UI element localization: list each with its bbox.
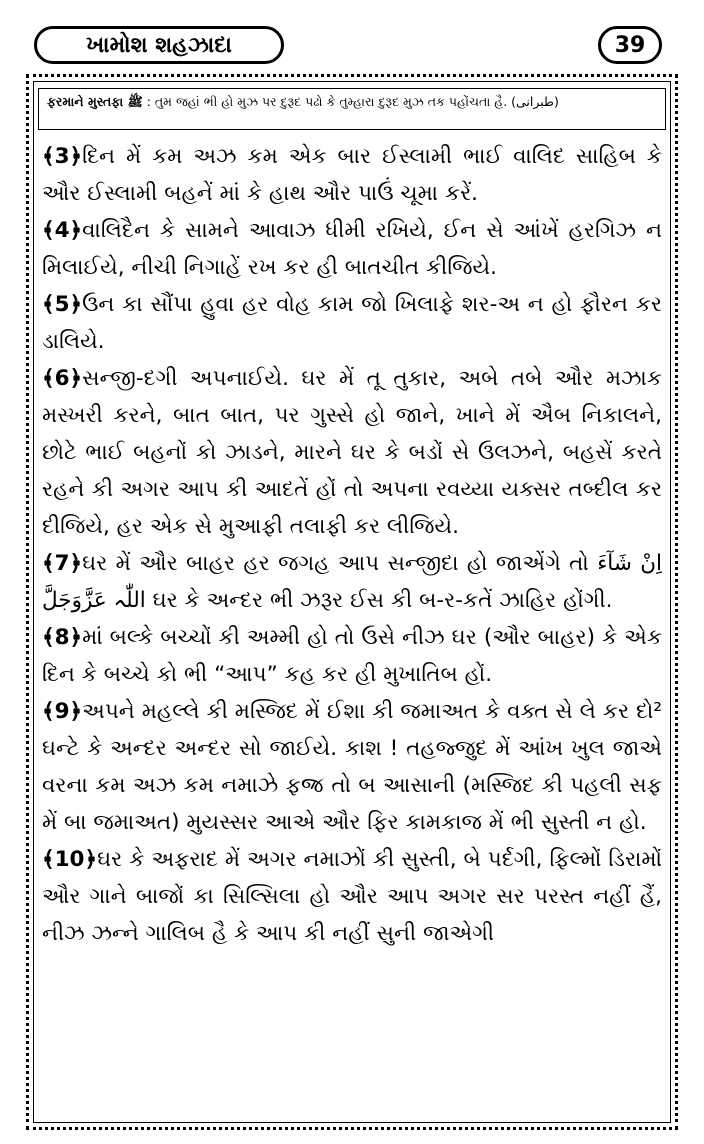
item-text: માં બલ્કે બચ્ચોં કી અમ્મી હો તો ઉસે નીઝ ઘર (ઔર બાહર) કે એક દિન કે બચ્ચે કો ભી “આપ” કહ કર હી મુખાતિબ હોં. — [42, 625, 662, 687]
item-text: વાલિદૈન કે સામને આવાઝ ધીમી રખિયે, ઈન સે આંખેં હરગિઝ ન મિલાઈયે, નીચી નિગાહેં રખ કર હી બાતચીત કીજિયે. — [42, 218, 662, 280]
item-number: ﴾8﴿ — [42, 625, 83, 650]
main-content — [42, 138, 662, 1116]
page-frame-inner — [33, 81, 671, 1123]
item-number: ﴾4﴿ — [42, 218, 83, 243]
hadith-text: : તુમ જહાં ભી હો મુઝ પર દુરૂદ પઢો કે તુમ્હારા દુરૂદ મુઝ તક પહોંચતા હૈ. (طبرانی) — [146, 94, 559, 109]
item-number: ﴾3﴿ — [42, 144, 83, 169]
item-text: દિન મેં કમ અઝ કમ એક બાર ઈસ્લામી ભાઈ વાલિદ સાહિબ કે ઔર ઈસ્લામી બહનેં માં કે હાથ ઔર પાઉં ચૂમા કરેં. — [42, 144, 662, 206]
item-text: ઉન કા સૌંપા હુવા હર વોહ કામ જો ખિલાફે શર-અ ન હો ફૌરન કર ડાલિયે. — [42, 292, 662, 354]
list-item — [42, 360, 662, 545]
item-text: અપને મહલ્લે કી મસ્જિદ મેં ઈશા કી જમાઅત કે વક્ત સે લે કર દો² ઘન્ટે કે અન્દર અન્દર સો જાઈયે. કાશ ! તહજ્જુદ મેં આંખ ખુલ જાએ વરના કમ અઝ કમ નમાઝે ફજ્ર તો બ આસાની (મસ્જિદ કી પહલી સફ મેં બા જમાઅત) મુયસ્સર આએ ઔર ફિર કામકાજ મેં ભી સુસ્તી ન હો. — [42, 699, 662, 835]
item-text: ઘર કે અફરાદ મેં અગર નમાઝોં કી સુસ્તી, બે પર્દગી, ફિલ્મોં ડિરામોં ઔર ગાને બાજોં કા સિલ્સિલા હો ઔર આપ અગર સર પરસ્ત નહીં હૈં, નીઝ ઝન્ને ગાલિબ હૈ કે આપ કી નહીં સુની જાએગી — [42, 847, 662, 946]
list-item — [42, 138, 662, 212]
item-text: ઘર મેં ઔર બાહર હર જગહ આપ સન્જીદા હો જાએંગે તો اِنْ شَآءَ اللّٰہ عَزَّوَجَلَّ ઘર કે અન્દર ભી ઝરૂર ઈસ કી બ-ર-કતેં ઝાહિર હોંગી. — [42, 551, 662, 613]
hadith-box — [38, 88, 666, 130]
page-header — [26, 20, 670, 72]
item-number: ﴾6﴿ — [42, 366, 83, 391]
page-number: 39 — [598, 26, 662, 64]
item-number: ﴾10﴿ — [42, 847, 98, 872]
item-number: ﴾9﴿ — [42, 699, 83, 724]
item-text: સન્જી-દગી અપનાઈયે. ઘર મેં તૂ તુકાર, અબે તબે ઔર મઝાક મસ્ખરી કરને, બાત બાત, પર ગુસ્સે હો જાને, ખાને મેં ઐબ નિકાલને, છોટે ભાઈ બહનોં કો ઝાડને, મારને ઘર કે બડોં સે ઉલઝને, બહસેં કરતે રહને કી અગર આપ કી આદતેં હોં તો અપના રવય્યા યક્સર તબ્દીલ કર દીજિયે, હર એક સે મુઆફી તલાફી કર લીજિયે. — [42, 366, 662, 539]
list-item — [42, 693, 662, 841]
list-item — [42, 619, 662, 693]
hadith-label: ફરમાને મુસ્તફા ﷺ — [47, 94, 143, 109]
list-item — [42, 841, 662, 952]
list-item — [42, 286, 662, 360]
item-number: ﴾7﴿ — [42, 551, 83, 576]
page-frame — [26, 74, 678, 1130]
list-item — [42, 545, 662, 619]
item-number: ﴾5﴿ — [42, 292, 83, 317]
book-title: ખામોશ શહઝાદા — [34, 26, 284, 64]
list-item — [42, 212, 662, 286]
